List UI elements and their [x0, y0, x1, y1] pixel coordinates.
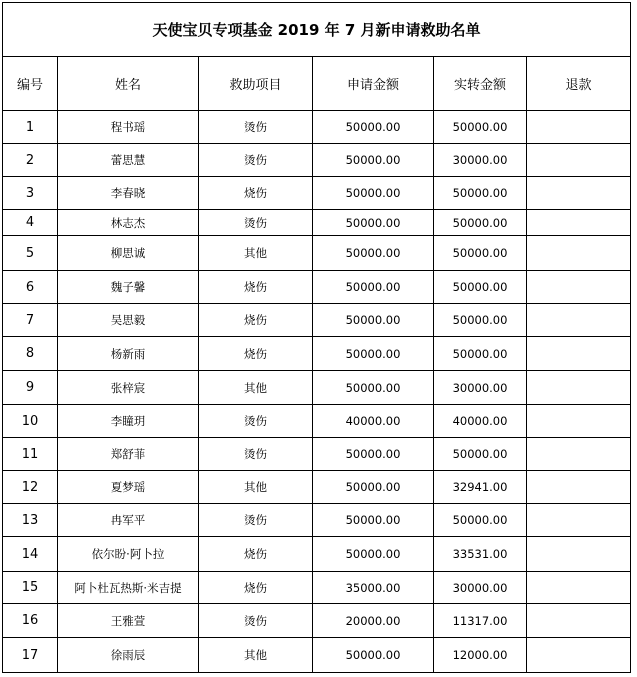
refund-cell: [527, 438, 631, 471]
refund-cell: [527, 471, 631, 504]
row-number: 1: [3, 111, 58, 144]
table-row: [3, 638, 631, 673]
row-number: 2: [3, 144, 58, 177]
header-name: 姓名: [58, 57, 199, 111]
table-row: [3, 371, 631, 405]
table-row: [3, 210, 631, 236]
relief-type: 烧伤: [199, 537, 313, 572]
transferred-amount: 30000.00: [434, 572, 527, 604]
table-row: [3, 572, 631, 604]
applied-amount: 50000.00: [313, 504, 434, 537]
relief-type: 烧伤: [199, 177, 313, 210]
relief-type: 烧伤: [199, 337, 313, 371]
beneficiary-name: 郑舒菲: [58, 438, 199, 471]
table-row: [3, 111, 631, 144]
table-row: [3, 471, 631, 504]
row-number: 5: [3, 236, 58, 271]
beneficiary-name: 柳思诚: [58, 236, 199, 271]
row-number: 17: [3, 638, 58, 673]
relief-type: 烫伤: [199, 438, 313, 471]
beneficiary-name: 李春晓: [58, 177, 199, 210]
beneficiary-name: 徐雨辰: [58, 638, 199, 673]
beneficiary-name: 杨新雨: [58, 337, 199, 371]
transferred-amount: 50000.00: [434, 271, 527, 304]
row-number: 7: [3, 304, 58, 337]
beneficiary-name: 吴思毅: [58, 304, 199, 337]
beneficiary-name: 程书瑶: [58, 111, 199, 144]
header-refund: 退款: [527, 57, 631, 111]
refund-cell: [527, 111, 631, 144]
transferred-amount: 50000.00: [434, 304, 527, 337]
relief-type: 其他: [199, 371, 313, 405]
table-row: [3, 405, 631, 438]
table-row: [3, 504, 631, 537]
row-number: 14: [3, 537, 58, 572]
refund-cell: [527, 405, 631, 438]
applied-amount: 50000.00: [313, 210, 434, 236]
transferred-amount: 50000.00: [434, 177, 527, 210]
beneficiary-name: 夏梦瑶: [58, 471, 199, 504]
transferred-amount: 50000.00: [434, 337, 527, 371]
transferred-amount: 33531.00: [434, 537, 527, 572]
row-number: 3: [3, 177, 58, 210]
applied-amount: 50000.00: [313, 304, 434, 337]
refund-cell: [527, 537, 631, 572]
transferred-amount: 30000.00: [434, 144, 527, 177]
row-number: 4: [3, 210, 58, 236]
transferred-amount: 11317.00: [434, 604, 527, 638]
refund-cell: [527, 604, 631, 638]
relief-type: 烫伤: [199, 210, 313, 236]
relief-type: 烫伤: [199, 405, 313, 438]
applied-amount: 50000.00: [313, 271, 434, 304]
applied-amount: 50000.00: [313, 471, 434, 504]
refund-cell: [527, 271, 631, 304]
relief-type: 其他: [199, 236, 313, 271]
row-number: 15: [3, 572, 58, 604]
applied-amount: 50000.00: [313, 236, 434, 271]
refund-cell: [527, 638, 631, 673]
header-applied-amount: 申请金额: [313, 57, 434, 111]
relief-type: 烧伤: [199, 304, 313, 337]
applied-amount: 50000.00: [313, 371, 434, 405]
beneficiary-name: 李瞳玥: [58, 405, 199, 438]
transferred-amount: 12000.00: [434, 638, 527, 673]
table-row: [3, 337, 631, 371]
row-number: 12: [3, 471, 58, 504]
row-number: 10: [3, 405, 58, 438]
header-transferred-amount: 实转金额: [434, 57, 527, 111]
beneficiary-name: 魏子馨: [58, 271, 199, 304]
transferred-amount: 50000.00: [434, 504, 527, 537]
refund-cell: [527, 144, 631, 177]
applied-amount: 50000.00: [313, 144, 434, 177]
table-row: [3, 537, 631, 572]
row-number: 11: [3, 438, 58, 471]
beneficiary-name: 依尔盼·阿卜拉: [58, 537, 199, 572]
refund-cell: [527, 210, 631, 236]
beneficiary-name: 阿卜杜瓦热斯·米吉提: [58, 572, 199, 604]
refund-cell: [527, 371, 631, 405]
applied-amount: 50000.00: [313, 638, 434, 673]
relief-type: 其他: [199, 471, 313, 504]
beneficiary-name: 蕾思慧: [58, 144, 199, 177]
header-number: 编号: [3, 57, 58, 111]
relief-type: 烫伤: [199, 111, 313, 144]
beneficiary-name: 冉军平: [58, 504, 199, 537]
table-row: [3, 604, 631, 638]
transferred-amount: 50000.00: [434, 438, 527, 471]
table-row: [3, 144, 631, 177]
table-row: [3, 304, 631, 337]
relief-type: 其他: [199, 638, 313, 673]
transferred-amount: 32941.00: [434, 471, 527, 504]
table-row: [3, 438, 631, 471]
refund-cell: [527, 236, 631, 271]
applied-amount: 50000.00: [313, 111, 434, 144]
relief-list-table: [2, 2, 631, 673]
row-number: 6: [3, 271, 58, 304]
relief-type: 烫伤: [199, 144, 313, 177]
row-number: 8: [3, 337, 58, 371]
relief-type: 烫伤: [199, 504, 313, 537]
applied-amount: 50000.00: [313, 177, 434, 210]
transferred-amount: 50000.00: [434, 236, 527, 271]
header-relief-type: 救助项目: [199, 57, 313, 111]
relief-type: 烧伤: [199, 271, 313, 304]
header-row: [3, 57, 631, 111]
applied-amount: 35000.00: [313, 572, 434, 604]
applied-amount: 50000.00: [313, 438, 434, 471]
transferred-amount: 40000.00: [434, 405, 527, 438]
relief-type: 烫伤: [199, 604, 313, 638]
applied-amount: 20000.00: [313, 604, 434, 638]
refund-cell: [527, 304, 631, 337]
beneficiary-name: 王雅萱: [58, 604, 199, 638]
refund-cell: [527, 504, 631, 537]
row-number: 16: [3, 604, 58, 638]
transferred-amount: 50000.00: [434, 111, 527, 144]
beneficiary-name: 张梓宸: [58, 371, 199, 405]
applied-amount: 50000.00: [313, 537, 434, 572]
table-row: [3, 177, 631, 210]
beneficiary-name: 林志杰: [58, 210, 199, 236]
transferred-amount: 30000.00: [434, 371, 527, 405]
table-row: [3, 271, 631, 304]
row-number: 9: [3, 371, 58, 405]
applied-amount: 50000.00: [313, 337, 434, 371]
applied-amount: 40000.00: [313, 405, 434, 438]
row-number: 13: [3, 504, 58, 537]
relief-type: 烧伤: [199, 572, 313, 604]
table-row: [3, 236, 631, 271]
refund-cell: [527, 337, 631, 371]
transferred-amount: 50000.00: [434, 210, 527, 236]
refund-cell: [527, 572, 631, 604]
table-title: 天使宝贝专项基金 2019 年 7 月新申请救助名单: [3, 3, 631, 57]
refund-cell: [527, 177, 631, 210]
